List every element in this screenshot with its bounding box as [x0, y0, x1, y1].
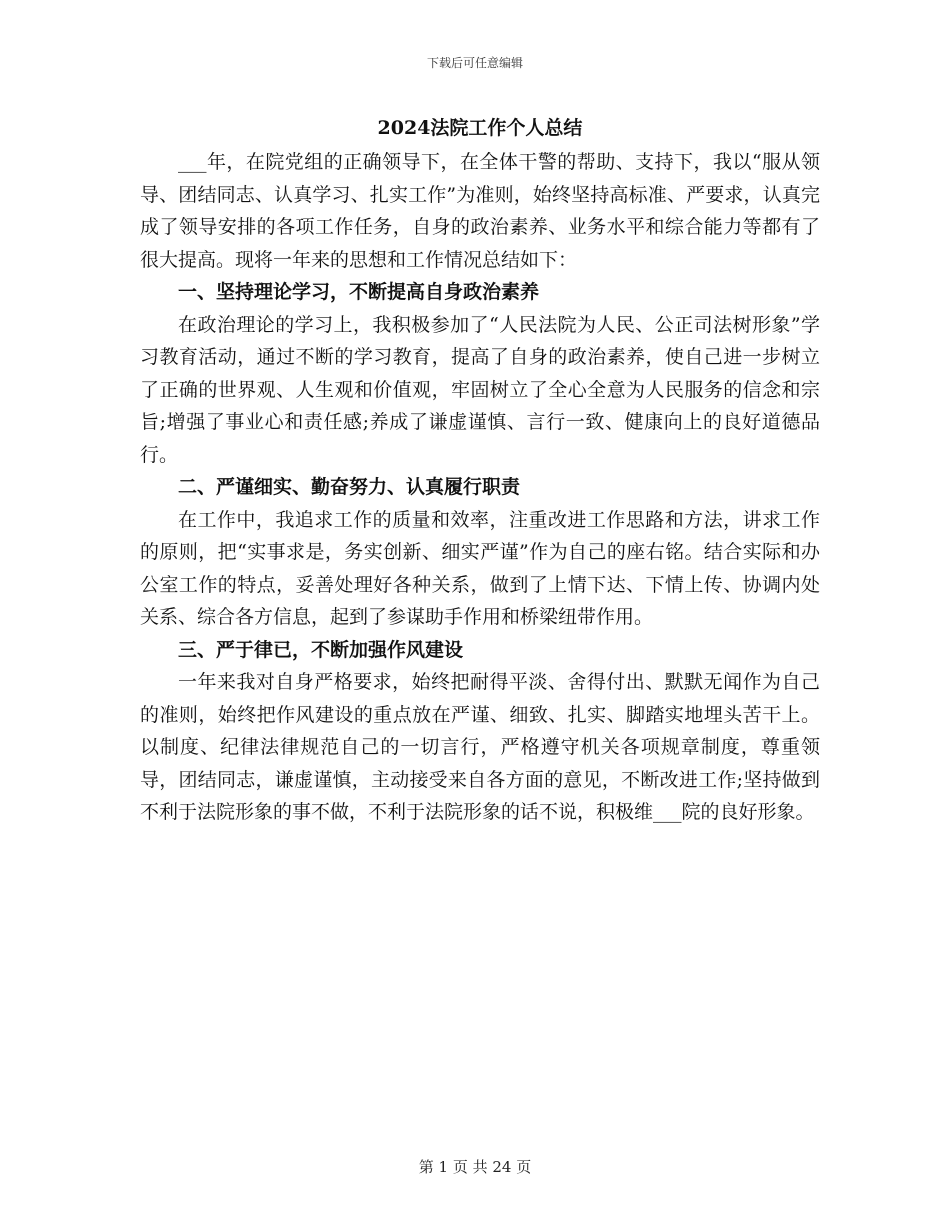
- page-number: 第 1 页 共 24 页: [418, 1158, 532, 1176]
- document-body: [140, 112, 820, 829]
- section-heading-1: 一、坚持理论学习，不断提高自身政治素养: [178, 281, 540, 303]
- intro-paragraph: ___年，在院党组的正确领导下，在全体干警的帮助、支持下，我以“服从领导、团结同志、认真学习、扎实工作”为准则，始终坚持高标准、严要求，认真完成了领导安排的各项工作任务，自身的政治素养、业务水平和综合能力等都有了很大提高。现将一年来的思想和工作情况总结如下：: [140, 151, 820, 271]
- section-heading-2: 二、严谨细实、勤奋努力、认真履行职责: [178, 476, 521, 498]
- section-body-3: 一年来我对自身严格要求，始终把耐得平淡、舍得付出、默默无闻作为自己的准则，始终把作风建设的重点放在严谨、细致、扎实、脚踏实地埋头苦干上。以制度、纪律法律规范自己的一切言行，严格遵守机关各项规章制度，尊重领导，团结同志，谦虚谨慎，主动接受来自各方面的意见，不断改进工作;坚持做到不利于法院形象的事不做，不利于法院形象的话不说，积极维___院的良好形象。: [140, 671, 820, 823]
- section-body-2: 在工作中，我追求工作的质量和效率，注重改进工作思路和方法，讲求工作的原则，把“实事求是，务实创新、细实严谨”作为自己的座右铭。结合实际和办公室工作的特点，妥善处理好各种关系，做到了上情下达、下情上传、协调内处关系、综合各方信息，起到了参谋助手作用和桥梁纽带作用。: [140, 508, 820, 628]
- document-title: 2024法院工作个人总结: [377, 117, 583, 139]
- section-heading-3: 三、严于律已，不断加强作风建设: [178, 638, 464, 661]
- section-body-1: 在政治理论的学习上，我积极参加了“人民法院为人民、公正司法树形象”学习教育活动，通过不断的学习教育，提高了自身的政治素养，使自己进一步树立了正确的世界观、人生观和价值观，牢固树立了全心全意为人民服务的信念和宗旨;增强了事业心和责任感;养成了谦虚谨慎、言行一致、健康向上的良好道德品行。: [140, 313, 820, 466]
- header-note: 下载后可任意编辑: [426, 56, 523, 70]
